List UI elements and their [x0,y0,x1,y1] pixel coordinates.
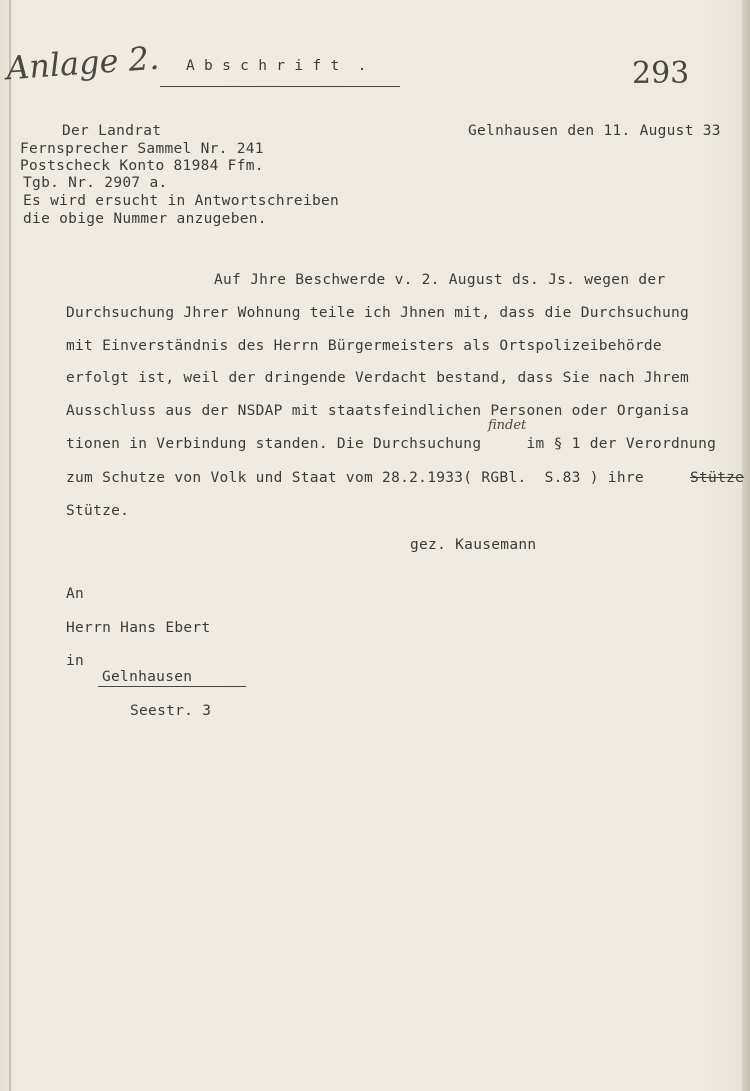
sender-line-2: Fernsprecher Sammel Nr. 241 [20,141,264,157]
recipient-city: Gelnhausen [102,669,193,685]
body-line-3: mit Einverständnis des Herrn Bürgermeisters als Ortspolizeibehörde [66,338,662,354]
city-underline [98,686,246,687]
recipient-line-3: in [66,653,85,669]
body-line-1: Auf Jhre Beschwerde v. 2. August ds. Js. wegen der [214,272,666,288]
body-line-8: Stütze. [66,503,130,519]
body-line-4: erfolgt ist, weil der dringende Verdacht bestand, dass Sie nach Jhrem [66,370,690,386]
body-line-6: tionen in Verbindung standen. Die Durchsuchung im § 1 der Verordnung [66,436,717,452]
recipient-line-2: Herrn Hans Ebert [66,620,211,636]
body-line-2: Durchsuchung Jhrer Wohnung teile ich Jhnen mit, dass die Durchsuchung [66,305,690,321]
page-edge [742,0,750,1091]
body-line-7: zum Schutze von Volk und Staat vom 28.2.1933( RGBl. S.83 ) ihre [66,470,644,486]
sender-line-1: Der Landrat [62,123,162,139]
handwritten-insert: findet [488,418,527,433]
sender-line-3: Postscheck Konto 81984 Ffm. [20,158,264,174]
title-underline [160,86,400,87]
sender-line-4: Tgb. Nr. 2907 a. [14,175,168,191]
signature: gez. Kausemann [410,537,537,553]
document-title: A b s c h r i f t . [186,58,367,74]
recipient-street: Seestr. 3 [130,703,212,719]
place-date: Gelnhausen den 11. August 33 [468,123,721,139]
handwritten-annex-label: Anlage 2. [4,38,161,88]
recipient-line-1: An [66,586,85,602]
sender-line-5: Es wird ersucht in Antwortschreiben [14,193,340,209]
body-line-5: Ausschluss aus der NSDAP mit staatsfeindlichen Personen oder Organisa [66,403,690,419]
binding-line [9,0,11,1091]
sender-line-6: die obige Nummer anzugeben. [14,211,267,227]
struck-word: Stütze [690,470,745,486]
page-number: 293 [632,56,690,91]
